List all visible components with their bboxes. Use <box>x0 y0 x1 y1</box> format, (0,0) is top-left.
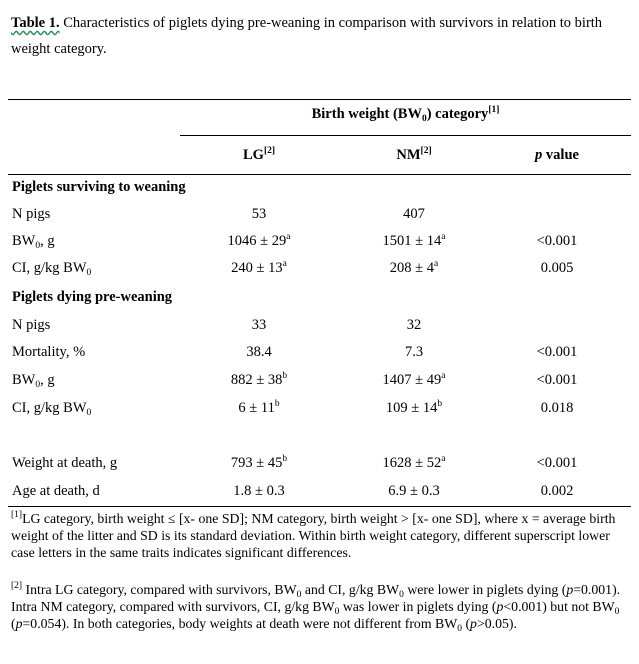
cell-lg: 38.4 <box>246 344 272 360</box>
cell-p: <0.001 <box>536 372 578 388</box>
cell-p: 0.005 <box>540 260 574 276</box>
table-label: Table 1. <box>11 15 60 31</box>
cell-nm: $1501 \pm 14^a$ <box>382 232 446 249</box>
section-surviving: Piglets surviving to weaning <box>12 179 186 195</box>
row-label: Age at death, d <box>12 483 100 499</box>
row-label: Weight at death, g <box>12 455 118 471</box>
cell-lg: 1.8 ± 0.3 <box>233 483 285 499</box>
cell-nm: 6.9 ± 0.3 <box>388 483 440 499</box>
cell-lg: $6 \pm 11^b$ <box>238 399 280 416</box>
footnote-2: [2] Intra LG category, compared with survivors, $BW_0$ and CI, g/kg $BW_0$ were lower in piglets dying (p=0.001). Intra NM category, compared with survivors, CI, g/kg $BW_0$ was lower in piglets dying (p<0.001) but not $BW_0$ (p=0.054). In both categories, body weights at death were not different from $BW_0$ (p>0.05). <box>11 581 621 634</box>
row-label: $BW_0$, g <box>12 372 55 390</box>
row-label: N pigs <box>12 317 51 333</box>
cell-nm: 407 <box>403 206 425 222</box>
cell-p: <0.001 <box>536 233 578 249</box>
cell-lg: $882 \pm 38^b$ <box>230 371 288 388</box>
column-header-p: p value <box>535 147 579 163</box>
table-caption-text: Characteristics of piglets dying pre-weaning in comparison with survivors in relation to birth weight category. <box>11 15 603 57</box>
row-label: CI, g/kg $BW_0$ <box>12 400 92 418</box>
cell-lg: $1046 \pm 29^a$ <box>227 232 291 249</box>
cell-nm: 32 <box>406 317 422 333</box>
footnote-1: [1]LG category, birth weight ≤ [x- one SD]; NM category, birth weight > [x- one SD], where x = average birth weight of the litter and SD is its standard deviation. Within birth weight category, different superscript lower case letters in the same traits indicates significant differences. <box>11 510 616 560</box>
row-label: Mortality, % <box>12 344 86 360</box>
section-dying: Piglets dying pre-weaning <box>12 289 173 305</box>
group-header: Birth weight $(BW_0)$ category[1] <box>311 105 500 124</box>
cell-nm: $1628 \pm 52^a$ <box>382 454 446 471</box>
top-rule <box>8 99 631 100</box>
cell-lg: $240 \pm 13^a$ <box>231 259 287 276</box>
cell-nm: $208 \pm 4^a$ <box>389 259 439 276</box>
cell-p: <0.001 <box>536 455 578 471</box>
header-rule <box>8 174 631 175</box>
cell-lg: 33 <box>251 317 267 333</box>
cell-p: 0.018 <box>540 400 574 416</box>
cell-lg: 53 <box>251 206 267 222</box>
row-label: $BW_0$, g <box>12 233 55 251</box>
bottom-rule <box>8 506 631 507</box>
cell-p: 0.002 <box>540 483 574 499</box>
table-caption <box>11 10 626 62</box>
cell-nm: $1407 \pm 49^a$ <box>382 371 446 388</box>
row-label: CI, g/kg $BW_0$ <box>12 260 92 278</box>
header-subrule <box>180 135 631 136</box>
row-label: N pigs <box>12 206 51 222</box>
cell-nm: 7.3 <box>404 344 424 360</box>
cell-nm: $109 \pm 14^b$ <box>385 399 443 416</box>
cell-p: <0.001 <box>536 344 578 360</box>
column-header-nm: NM[2] <box>396 146 432 163</box>
column-header-lg: LG[2] <box>242 146 276 163</box>
cell-lg: $793 \pm 45^b$ <box>230 454 288 471</box>
